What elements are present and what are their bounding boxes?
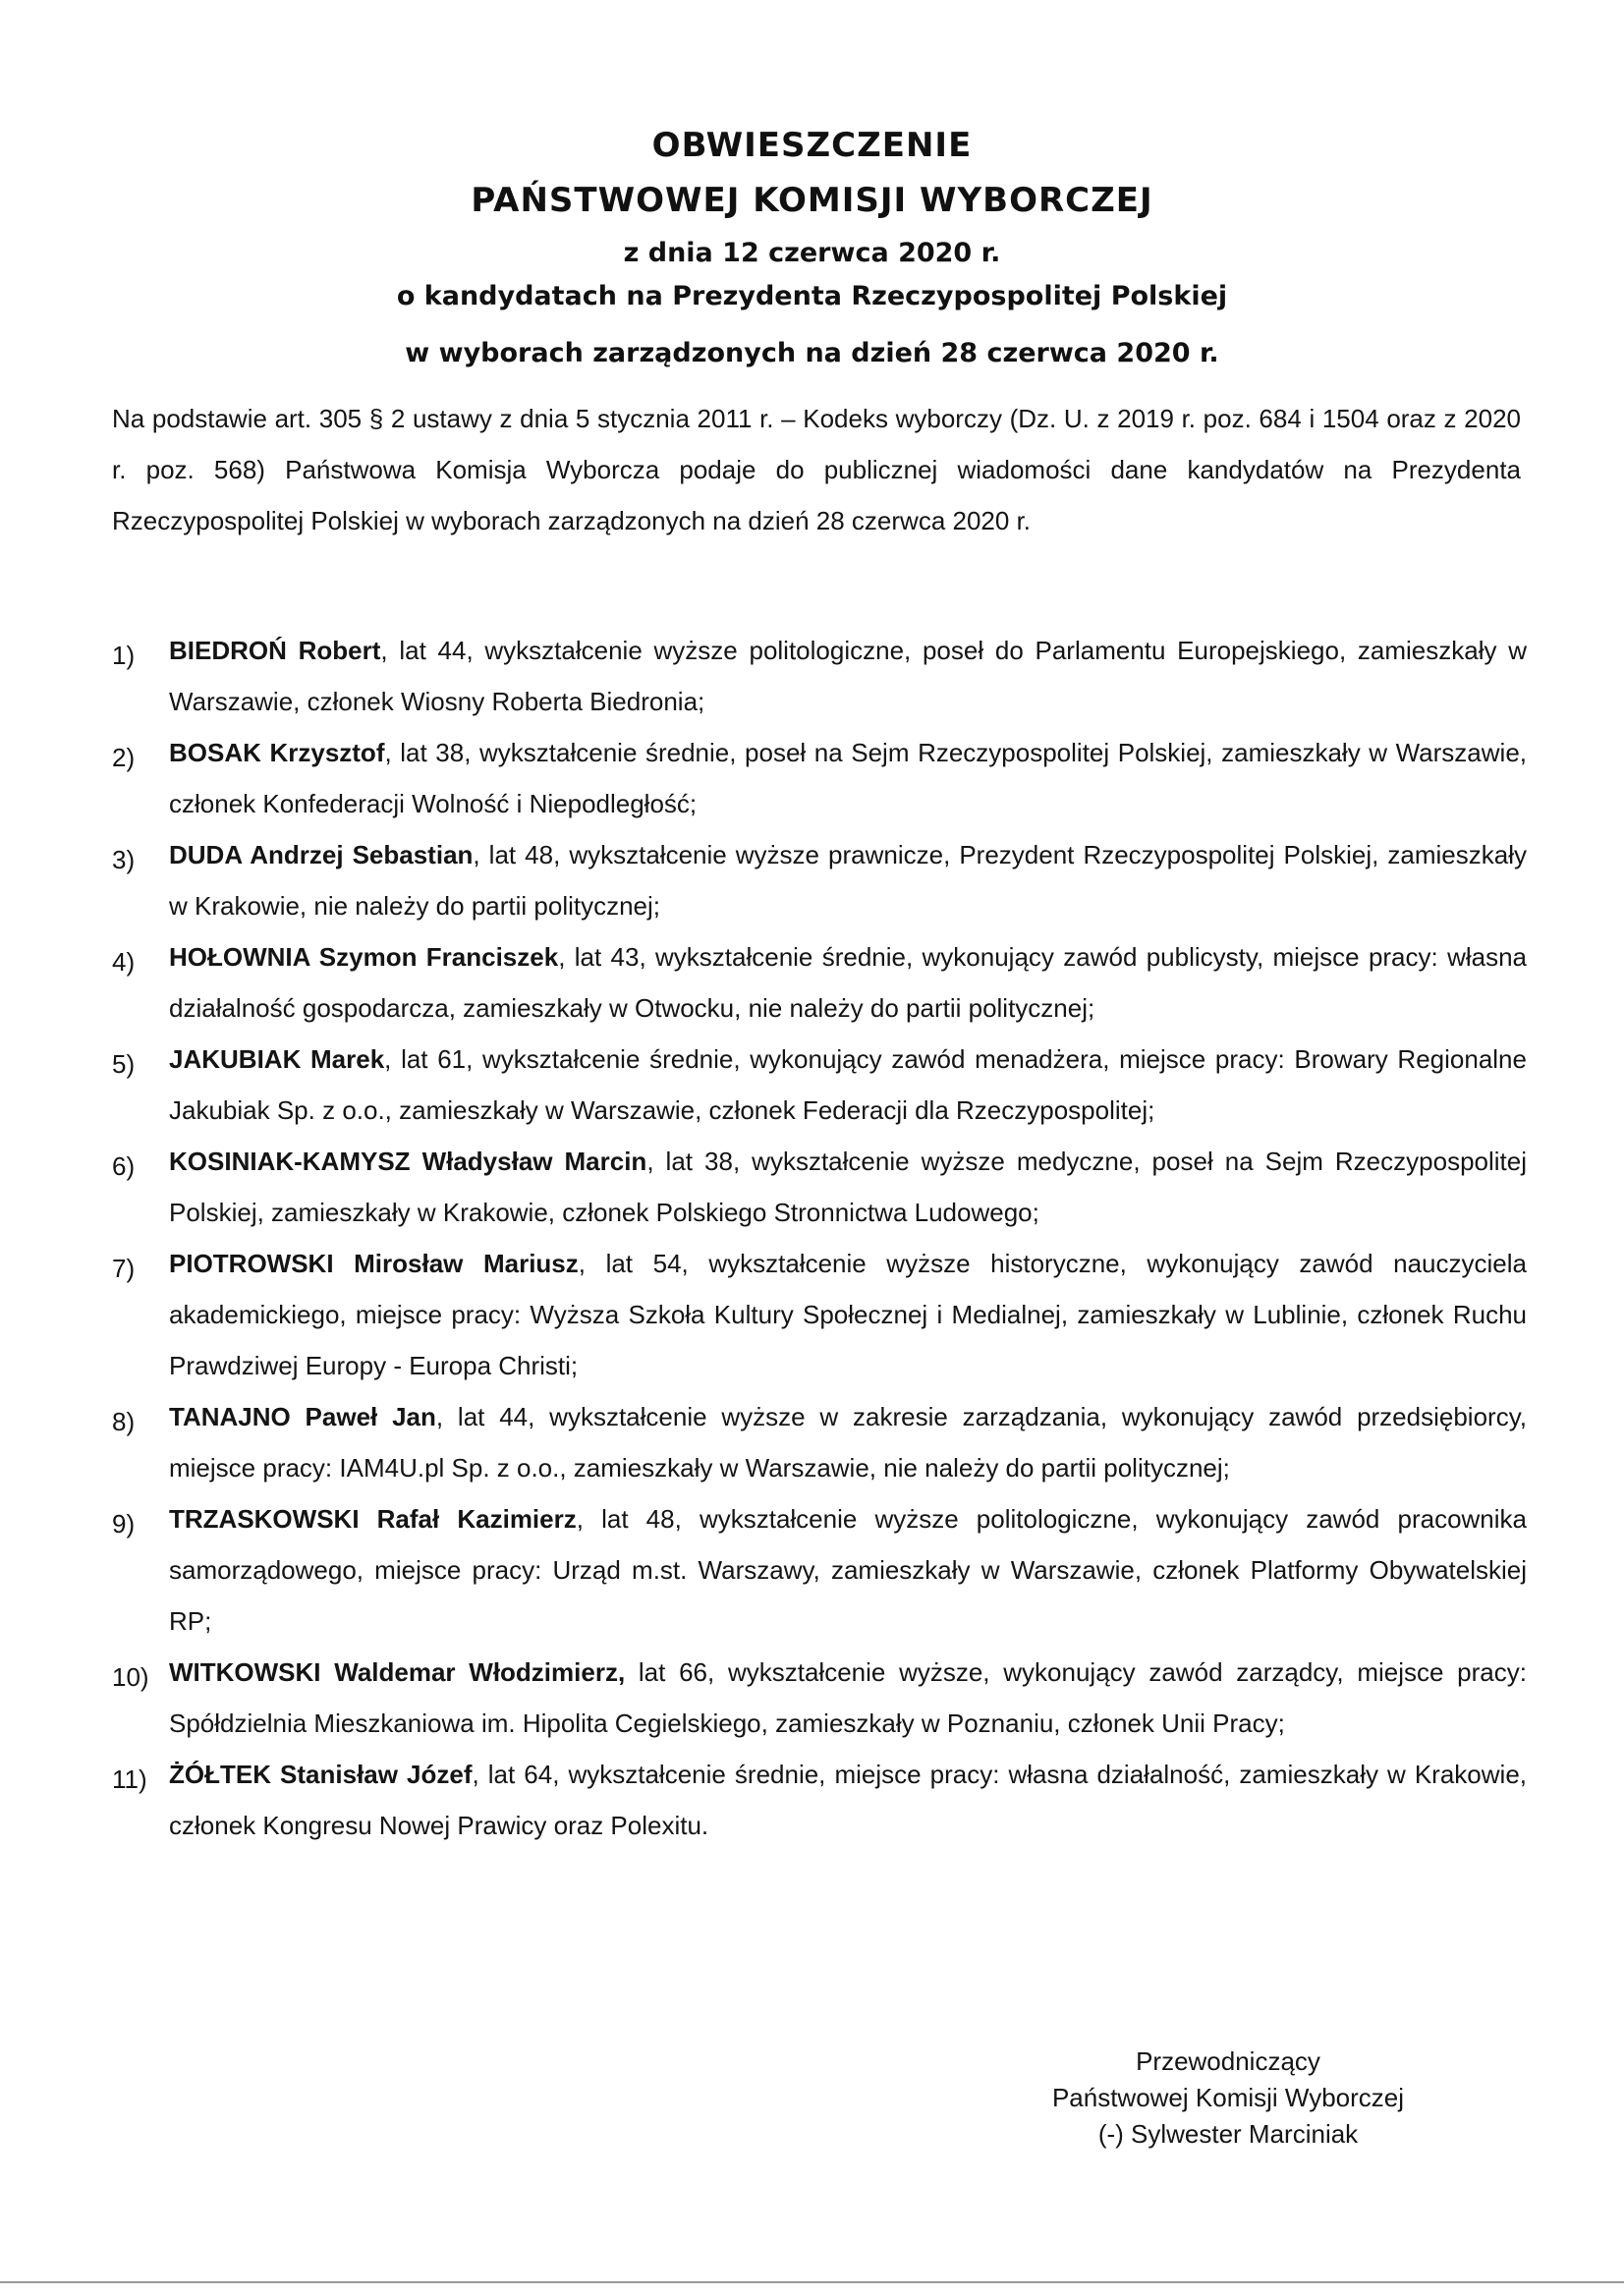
intro-paragraph: Na podstawie art. 305 § 2 ustawy z dnia 5 stycznia 2011 r. – Kodeks wyborczy (Dz. U. z 2019 r. poz. 684 i 1504 oraz z 2020 r. poz. 568) Państwowa Komisja Wyborcza podaje do publicznej wiadomości dane kandydatów na Prezydenta Rzeczypospolitej Polskiej w wyborach zarządzonych na dzień 28 czerwca 2020 r. [112,404,1521,535]
candidate-name: HOŁOWNIA Szymon Franciszek [169,942,559,972]
scan-bottom-edge [0,2281,1624,2283]
candidate-details: , lat 38, wykształcenie średnie, poseł na Sejm Rzeczypospolitej Polskiej, zamieszkały w Warszawie, członek Konfederacji Wolność i Niepodległość; [169,738,1527,818]
candidate-number: 2) [112,743,136,772]
candidate-item [112,1391,1527,1493]
candidate-number: 5) [112,1049,136,1079]
candidate-name: PIOTROWSKI Mirosław Mariusz [169,1249,579,1278]
candidate-number: 4) [112,947,136,977]
candidate-details: , lat 54, wykształcenie wyższe historyczne, wykonujący zawód nauczyciela akademickiego, miejsce pracy: Wyższa Szkoła Kultury Społecznej i Medialnej, zamieszkały w Lublinie, członek Ruchu Prawdziwej Europy - Europa Christi; [169,1249,1527,1380]
candidate-number: 11) [112,1764,147,1794]
election-date-line: w wyborach zarządzonych na dzień 28 czerwca 2020 r. [405,338,1219,368]
candidate-details: lat 66, wykształcenie wyższe, wykonujący zawód zarządcy, miejsce pracy: Spółdzielnia Mieszkaniowa im. Hipolita Cegielskiego, zamieszkały w Poznaniu, członek Unii Pracy; [169,1657,1527,1738]
candidate-item [112,931,1527,1034]
signature-title: Przewodniczący [1136,2046,1320,2076]
signature-authority: Państwowej Komisji Wyborczej [1051,2083,1405,2112]
candidate-name: TANAJNO Paweł Jan [169,1402,436,1431]
candidate-number: 10) [112,1662,149,1692]
candidate-item [112,1749,1527,1851]
candidate-name: BIEDROŃ Robert [169,636,381,665]
candidate-item [112,625,1527,727]
candidate-item [112,1136,1527,1238]
candidate-number: 3) [112,845,136,874]
candidate-details: , lat 48, wykształcenie wyższe politologiczne, wykonujący zawód pracownika samorządowego, miejsce pracy: Urząd m.st. Warszawy, zamieszkały w Warszawie, członek Platformy Obywatelskiej RP; [169,1504,1528,1636]
candidate-details: , lat 64, wykształcenie średnie, miejsce pracy: własna działalność, zamieszkały w Krakowie, członek Kongresu Nowej Prawicy oraz Polexitu. [169,1760,1527,1840]
candidate-item [112,727,1527,829]
candidate-name: DUDA Andrzej Sebastian [169,840,474,869]
signature-name: (-) Sylwester Marciniak [1097,2119,1359,2149]
candidate-name: TRZASKOWSKI Rafał Kazimierz [169,1504,577,1534]
candidate-item [112,829,1527,931]
candidate-number: 9) [112,1509,136,1539]
candidate-details: , lat 61, wykształcenie średnie, wykonujący zawód menadżera, miejsce pracy: Browary Regionalne Jakubiak Sp. z o.o., zamieszkały w Warszawie, członek Federacji dla Rzeczypospolitej; [169,1044,1527,1125]
candidate-number: 6) [112,1151,136,1181]
candidate-details: , lat 48, wykształcenie wyższe prawnicze, Prezydent Rzeczypospolitej Polskiej, zamieszkały w Krakowie, nie należy do partii politycznej; [169,840,1527,921]
document-subject: o kandydatach na Prezydenta Rzeczypospolitej Polskiej [396,281,1228,311]
candidate-item [112,1647,1527,1749]
candidate-details: , lat 44, wykształcenie wyższe w zakresie zarządzania, wykonujący zawód przedsiębiorcy, miejsce pracy: IAM4U.pl Sp. z o.o., zamieszkały w Warszawie, nie należy do partii politycznej; [169,1402,1527,1483]
candidate-list [112,625,1527,1851]
candidate-item [112,1238,1527,1391]
document-date: z dnia 12 czerwca 2020 r. [623,238,1001,268]
candidate-number: 1) [112,641,136,670]
candidate-name: WITKOWSKI Waldemar Włodzimierz, [169,1657,626,1687]
issuing-authority: PAŃSTWOWEJ KOMISJI WYBORCZEJ [471,181,1153,220]
candidate-details: , lat 38, wykształcenie wyższe medyczne, poseł na Sejm Rzeczypospolitej Polskiej, zamieszkały w Krakowie, członek Polskiego Stronnictwa Ludowego; [169,1147,1527,1227]
candidate-name: KOSINIAK-KAMYSZ Władysław Marcin [169,1147,647,1176]
candidate-item [112,1034,1527,1136]
candidate-details: , lat 44, wykształcenie wyższe politologiczne, poseł do Parlamentu Europejskiego, zamieszkały w Warszawie, członek Wiosny Roberta Biedronia; [169,636,1527,716]
candidate-number: 7) [112,1254,136,1283]
candidate-number: 8) [112,1407,136,1436]
candidate-name: ŻÓŁTEK Stanisław Józef [169,1760,473,1789]
document-title: OBWIESZCZENIE [651,126,973,165]
signature-block [982,2044,1474,2153]
candidate-item [112,1493,1527,1647]
candidate-details: , lat 43, wykształcenie średnie, wykonujący zawód publicysty, miejsce pracy: własna działalność gospodarcza, zamieszkały w Otwocku, nie należy do partii politycznej; [169,942,1527,1023]
candidate-name: BOSAK Krzysztof [169,738,385,767]
candidate-name: JAKUBIAK Marek [169,1044,385,1074]
